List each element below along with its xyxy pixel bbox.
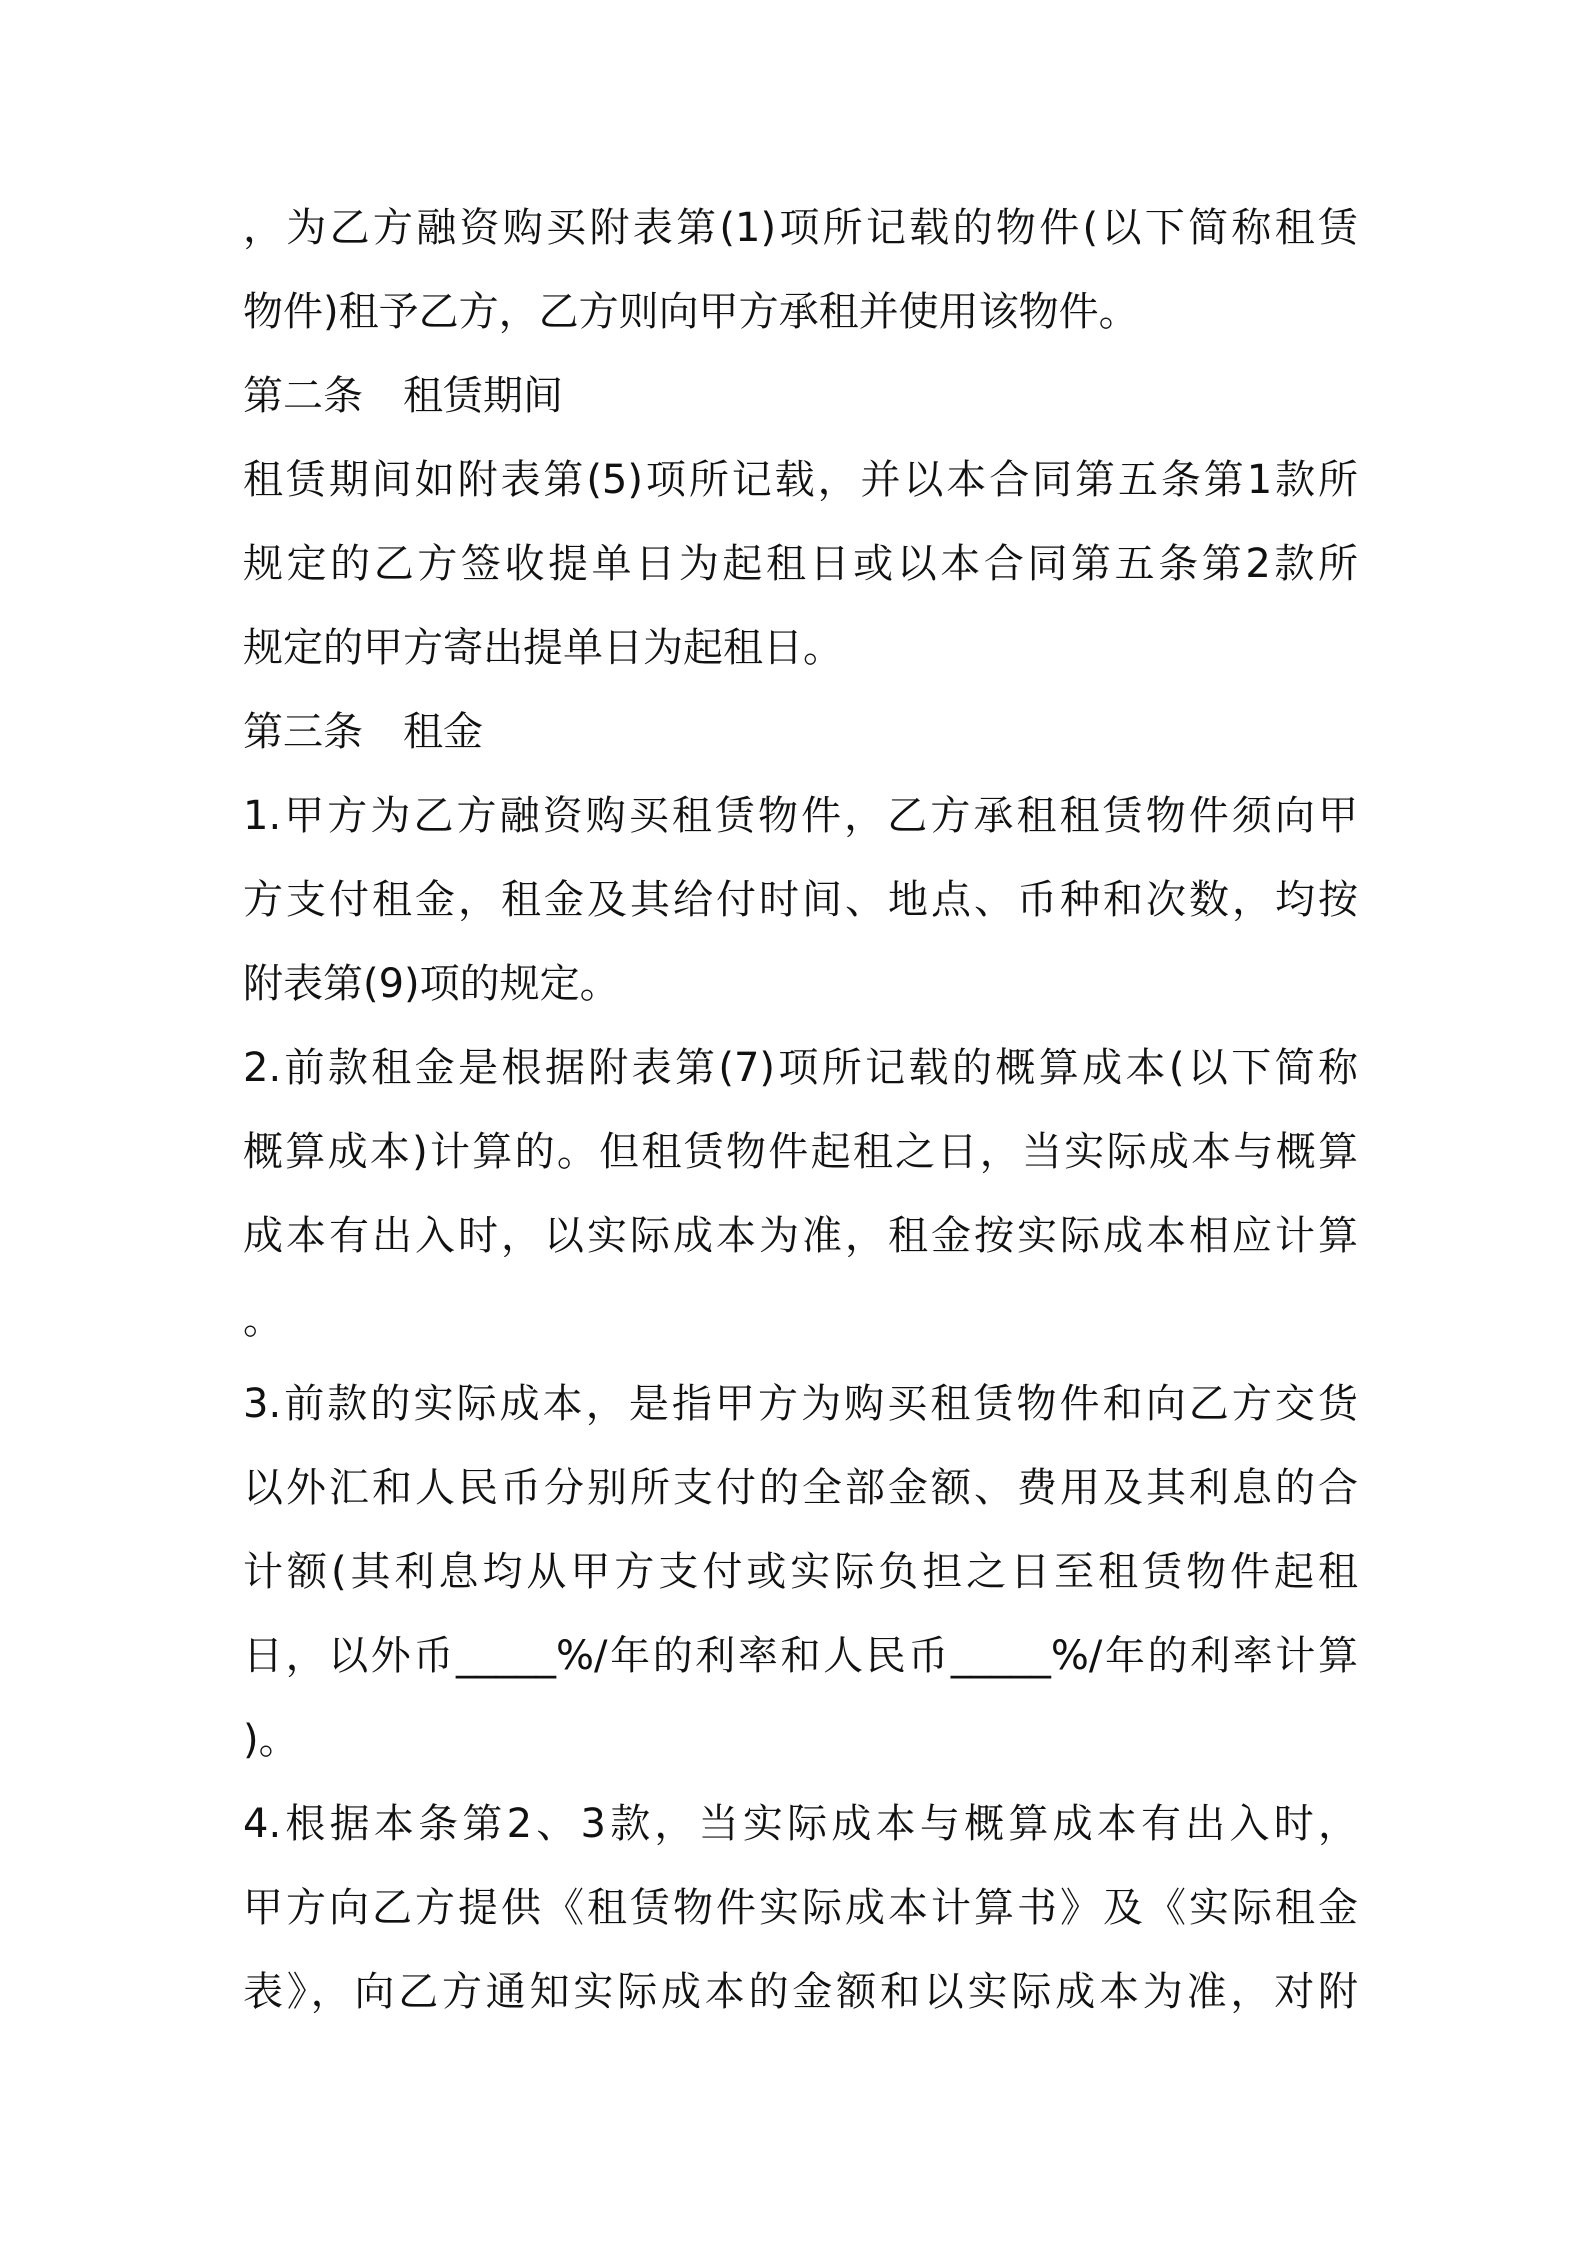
paragraph-line: 3.前款的实际成本，是指甲方为购买租赁物件和向乙方交货 (243, 1381, 1358, 1427)
paragraph-line: 方支付租金，租金及其给付时间、地点、币种和次数，均按 (243, 877, 1358, 923)
paragraph-line: 以外汇和人民币分别所支付的全部金额、费用及其利息的合 (243, 1465, 1358, 1511)
paragraph-line: 成本有出入时，以实际成本为准，租金按实际成本相应计算 (243, 1213, 1358, 1259)
paragraph-line: 4.根据本条第2、3款，当实际成本与概算成本有出入时， (243, 1801, 1358, 1847)
paragraph-line: ，为乙方融资购买附表第(1)项所记载的物件(以下简称租赁 (243, 205, 1358, 251)
contract-text (243, 186, 1358, 2034)
paragraph-line: 。 (243, 1297, 283, 1343)
paragraph-line: 2.前款租金是根据附表第(7)项所记载的概算成本(以下简称 (243, 1045, 1358, 1091)
paragraph-line: 规定的甲方寄出提单日为起租日。 (243, 625, 843, 671)
paragraph-line: 日，以外币_____%/年的利率和人民币_____%/年的利率计算 (243, 1633, 1358, 1679)
paragraph-line: )。 (243, 1717, 299, 1763)
article-heading: 第三条 租金 (243, 709, 483, 755)
paragraph-line: 附表第(9)项的规定。 (243, 961, 620, 1007)
paragraph-line: 表》，向乙方通知实际成本的金额和以实际成本为准，对附 (243, 1969, 1358, 2015)
paragraph-line: 甲方向乙方提供《租赁物件实际成本计算书》及《实际租金 (243, 1885, 1358, 1931)
paragraph-line: 租赁期间如附表第(5)项所记载，并以本合同第五条第1款所 (243, 457, 1358, 503)
paragraph-line: 概算成本)计算的。但租赁物件起租之日，当实际成本与概算 (243, 1129, 1358, 1175)
paragraph-line: 计额(其利息均从甲方支付或实际负担之日至租赁物件起租 (243, 1549, 1358, 1595)
paragraph-line: 1.甲方为乙方融资购买租赁物件，乙方承租租赁物件须向甲 (243, 793, 1358, 839)
paragraph-line: 规定的乙方签收提单日为起租日或以本合同第五条第2款所 (243, 541, 1358, 587)
article-heading: 第二条 租赁期间 (243, 373, 563, 419)
paragraph-line: 物件)租予乙方，乙方则向甲方承租并使用该物件。 (243, 289, 1139, 335)
